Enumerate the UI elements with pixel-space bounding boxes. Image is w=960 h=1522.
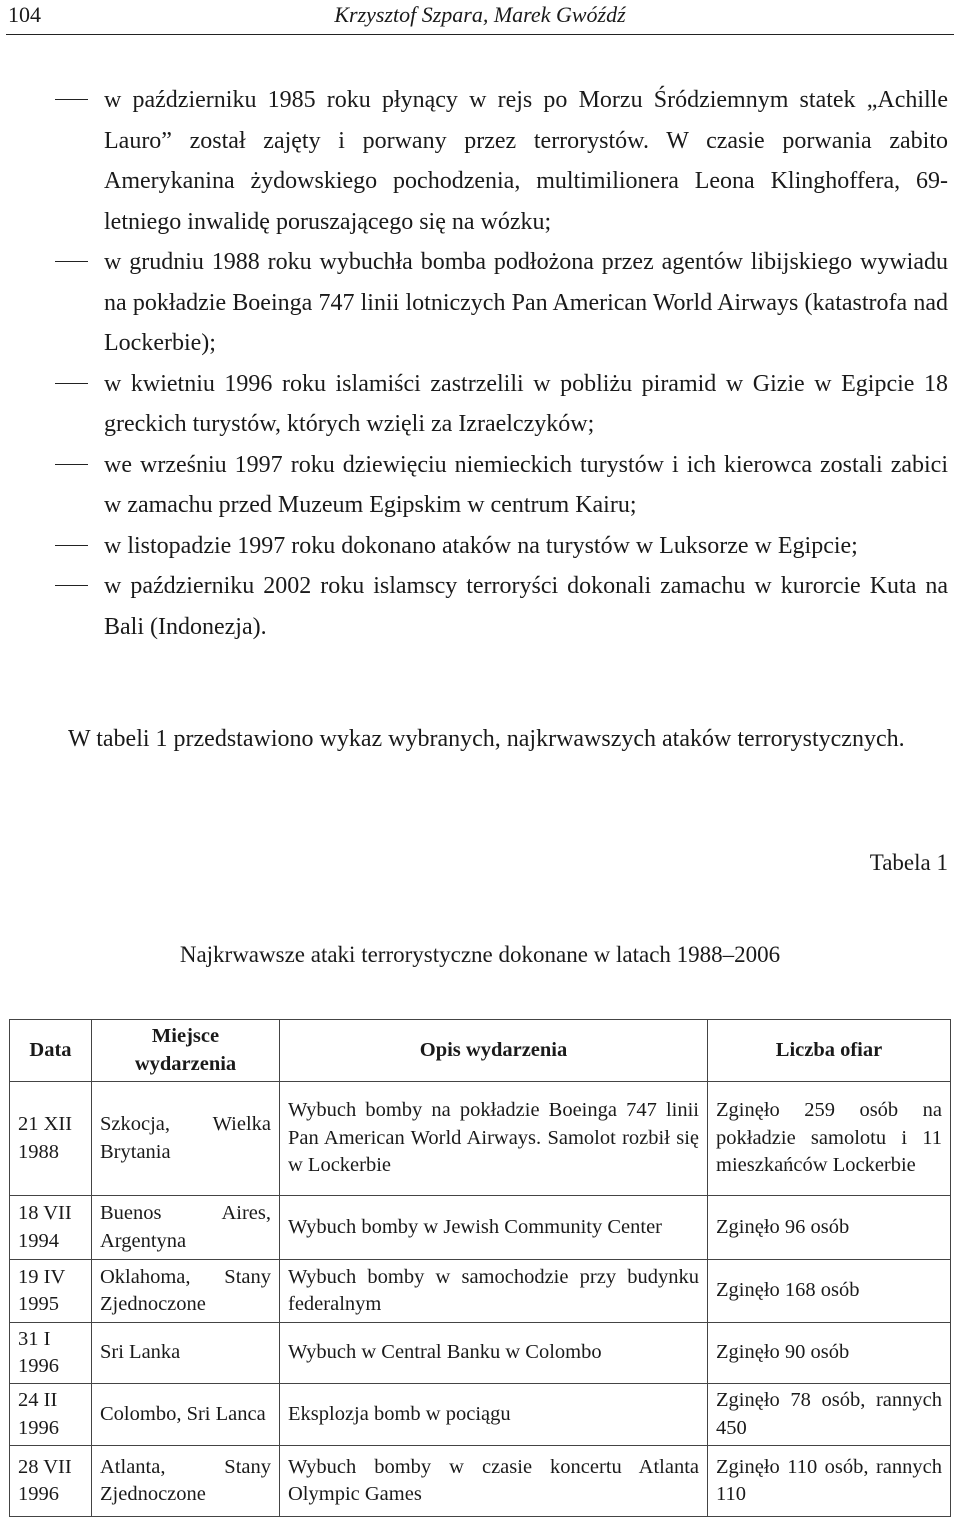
cell-place: Sri Lanka — [92, 1323, 280, 1384]
cell-victims: Zginęło 96 osób — [708, 1196, 951, 1260]
dash-bullet-icon — [55, 545, 88, 546]
cell-description: Wybuch bomby w Jewish Community Center — [280, 1196, 708, 1260]
bullet-list — [0, 80, 960, 647]
list-item — [0, 242, 960, 364]
column-header-description: Opis wydarzenia — [280, 1020, 708, 1082]
cell-place: Oklahoma, Stany Zjednoczone — [92, 1260, 280, 1323]
list-item-text: we wrześniu 1997 roku dziewięciu niemieckich turystów i ich kierowca zostali zabici w zamachu przed Muzeum Egipskim w centrum Kairu; — [104, 451, 948, 518]
body-paragraph: W tabeli 1 przedstawiono wykaz wybranych, najkrwawszych ataków terrorystycznych. — [68, 726, 905, 752]
list-item-text: w październiku 1985 roku płynący w rejs po Morzu Śródziemnym statek „Achille Lauro” został zajęty i porwany przez terrorystów. W czasie porwania zabito Amerykanina żydowskiego pochodzenia, multimilionera Leona Klinghoffera, 69-letniego inwalidę poruszającego się na wózku; — [104, 87, 948, 235]
cell-place: Szkocja, Wielka Brytania — [92, 1082, 280, 1196]
table-row — [10, 1082, 951, 1196]
running-head-authors: Krzysztof Szpara, Marek Gwóźdź — [334, 2, 626, 27]
column-header-victims: Liczba ofiar — [708, 1020, 951, 1082]
cell-place: Colombo, Sri Lanca — [92, 1384, 280, 1446]
list-item-text: w listopadzie 1997 roku dokonano ataków na turystów w Luksorze w Egipcie; — [104, 532, 858, 559]
cell-victims: Zginęło 90 osób — [708, 1323, 951, 1384]
cell-description: Wybuch bomby w samochodzie przy budynku federalnym — [280, 1260, 708, 1323]
cell-victims: Zginęło 259 osób na pokładzie samolotu i 11 mieszkańców Lockerbie — [708, 1082, 951, 1196]
dash-bullet-icon — [55, 99, 88, 100]
table-row — [10, 1323, 951, 1384]
page-number: 104 — [8, 2, 41, 27]
cell-place: Buenos Aires, Argentyna — [92, 1196, 280, 1260]
table-row — [10, 1260, 951, 1323]
cell-victims: Zginęło 78 osób, rannych 450 — [708, 1384, 951, 1446]
table-row — [10, 1384, 951, 1446]
cell-description: Wybuch w Central Banku w Colombo — [280, 1323, 708, 1384]
cell-date: 19 IV 1995 — [10, 1260, 92, 1323]
table-label: Tabela 1 — [869, 850, 948, 875]
cell-place: Atlanta, Stany Zjednoczone — [92, 1446, 280, 1517]
list-item — [0, 526, 960, 567]
cell-date: 28 VII 1996 — [10, 1446, 92, 1517]
cell-description: Wybuch bomby na pokładzie Boeinga 747 linii Pan American World Airways. Samolot rozbił się w Lockerbie — [280, 1082, 708, 1196]
cell-description: Eksplozja bomb w pociągu — [280, 1384, 708, 1446]
cell-date: 24 II 1996 — [10, 1384, 92, 1446]
list-item — [0, 445, 960, 526]
cell-date: 31 I 1996 — [10, 1323, 92, 1384]
dash-bullet-icon — [55, 464, 88, 465]
list-item — [0, 80, 960, 242]
page-header — [6, 0, 954, 35]
table-title: Najkrwawsze ataki terrorystyczne dokonane w latach 1988–2006 — [179, 942, 781, 967]
column-header-place: Miejsce wydarzenia — [92, 1020, 280, 1082]
column-header-date: Data — [10, 1020, 92, 1082]
table-header-row — [10, 1020, 951, 1082]
table-row — [10, 1196, 951, 1260]
dash-bullet-icon — [55, 261, 88, 262]
list-item-text: w kwietniu 1996 roku islamiści zastrzelili w pobliżu piramid w Gizie w Egipcie 18 greckich turystów, których wzięli za Izraelczyków; — [104, 370, 948, 437]
list-item-text: w październiku 2002 roku islamscy terroryści dokonali zamachu w kurorcie Kuta na Bali (Indonezja). — [104, 573, 948, 640]
cell-description: Wybuch bomby w czasie koncertu Atlanta Olympic Games — [280, 1446, 708, 1517]
cell-date: 21 XII 1988 — [10, 1082, 92, 1196]
list-item — [0, 364, 960, 445]
cell-victims: Zginęło 168 osób — [708, 1260, 951, 1323]
list-item-text: w grudniu 1988 roku wybuchła bomba podłożona przez agentów libijskiego wywiadu na pokładzie Boeinga 747 linii lotniczych Pan American World Airways (katastrofa nad Lockerbie); — [104, 249, 948, 356]
cell-date: 18 VII 1994 — [10, 1196, 92, 1260]
dash-bullet-icon — [55, 383, 88, 384]
dash-bullet-icon — [55, 585, 88, 586]
attacks-table — [9, 1019, 951, 1517]
cell-victims: Zginęło 110 osób, rannych 110 — [708, 1446, 951, 1517]
list-item — [0, 566, 960, 647]
table-row — [10, 1446, 951, 1517]
